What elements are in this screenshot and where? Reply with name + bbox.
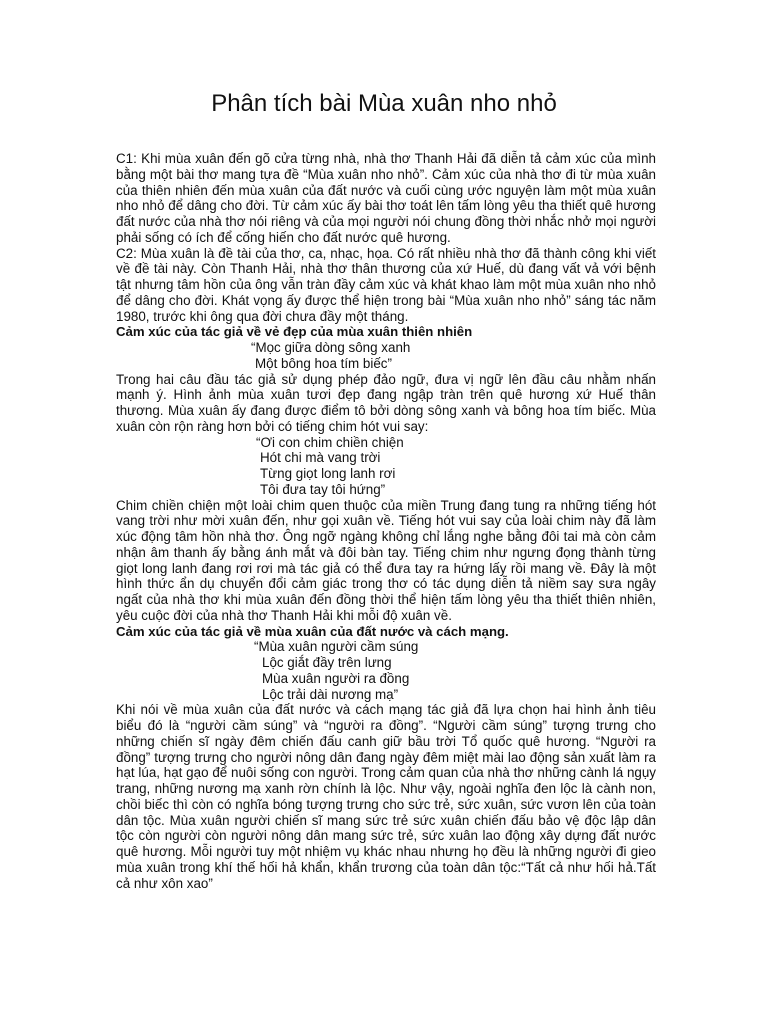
paragraph-c1: C1: Khi mùa xuân đến gõ cửa từng nhà, nhà thơ Thanh Hải đã diễn tả cảm xúc của mình bằng một bài thơ mang tựa đề “Mùa xuân nho nhỏ”. Cảm xúc của nhà thơ đi từ mùa xuân của thiên nhiên đến mùa xuân của đất nước và cuối cùng ước nguyện làm một mùa xuân nho nhỏ để dâng cho đời. Từ cảm xúc ấy bài thơ toát lên tấm lòng yêu tha thiết quê hương đất nước của nhà thơ nói riêng và của mọi người nói chung đồng thời nhắc nhở mọi người phải sống có ích để cống hiến cho đất nước quê hương. xyxy=(116,151,656,245)
poem-line: “Mùa xuân người cầm súng xyxy=(254,639,419,655)
poem-line: Tôi đưa tay tôi hứng” xyxy=(260,481,386,497)
poem-line: Một bông hoa tím biếc” xyxy=(255,355,392,371)
paragraph-analysis-3: Khi nói về mùa xuân của đất nước và cách mạng tác giả đã lựa chọn hai hình ảnh tiêu biểu đó là “người cầm súng” và “người ra đồng”. “Người cầm súng” tượng trưng cho những chiến sĩ ngày đêm chiến đấu canh giữ bầu trời Tổ quốc quê hương. “Người ra đồng” tượng trưng cho người nông dân đang ngày đêm miệt mài lao động sản xuất làm ra hạt lúa, hạt gạo để nuôi sống con người. Trong cảm quan của nhà thơ những cành lá ngụy trang, những nương mạ xanh rờn chính là lộc. Như vậy, ngoài nghĩa đen lộc là cành non, chồi biếc thì còn có nghĩa bóng tượng trưng cho sức trẻ, sức xuân, sức vươn lên của toàn dân tộc. Mùa xuân người chiến sĩ mang sức trẻ sức xuân chiến đấu bảo vệ độc lập dân tộc còn người còn người nông dân mang sức trẻ, sức xuân lao động xây dựng đất nước quê hương. Mỗi người tuy một nhiệm vụ khác nhau nhưng họ đều là những người đi gieo mùa xuân trong khí thế hối hả khẩn, khẩn trương của toàn dân tộc:“Tất cả như hối hả.Tất cả như xôn xao” xyxy=(116,702,656,891)
poem-line: “Ơi con chim chiền chiện xyxy=(256,434,404,450)
poem-line: Hót chi mà vang trời xyxy=(260,450,381,466)
poem-line: Mùa xuân người ra đồng xyxy=(262,670,410,686)
paragraph-analysis-2: Chim chiền chiện một loài chim quen thuộc của miền Trung đang tung ra những tiếng hót vang trời như mời xuân đến, như gọi xuân về. Tiếng hót vui say của loài chim này đã làm xúc động tâm hồn nhà thơ. Ông ngỡ ngàng không chỉ lắng nghe bằng đôi tai mà còn cảm nhận âm thanh ấy bằng ánh mắt và đôi bàn tay. Tiếng chim như ngưng đọng thành từng giọt long lanh đang rơi rơi mà tác giả có thể đưa tay ra hứng lấy rồi mang về. Đây là một hình thức ẩn dụ chuyển đổi cảm giác trong thơ có tác dụng diễn tả niềm say sưa ngây ngất của nhà thơ khi mùa xuân đến đồng thời thể hiện tấm lòng yêu tha thiết thiên nhiên, yêu cuộc đời của nhà thơ Thanh Hải khi mỗi độ xuân về. xyxy=(116,497,656,623)
paragraph-analysis-1: Trong hai câu đầu tác giả sử dụng phép đảo ngữ, đưa vị ngữ lên đầu câu nhằm nhấn mạnh ý. Hình ảnh mùa xuân tươi đẹp đang ngập tràn trên quê hương xứ Huế thân thương. Mùa xuân ấy đang được điểm tô bởi dòng sông xanh và bông hoa tím biếc. Mùa xuân còn rộn ràng hơn bởi có tiếng chim hót vui say: xyxy=(116,371,656,434)
section-heading-nature: Cảm xúc của tác giả về vẻ đẹp của mùa xuân thiên nhiên xyxy=(116,324,473,340)
poem-line: Lộc trải dài nương mạ” xyxy=(262,686,399,702)
poem-line: Lộc giắt đầy trên lưng xyxy=(262,655,392,670)
poem-excerpt-1 xyxy=(116,340,656,372)
paragraph-c2: C2: Mùa xuân là đề tài của thơ, ca, nhạc, họa. Có rất nhiều nhà thơ đã thành công khi viết về đề tài này. Còn Thanh Hải, nhà thơ thân thương của xứ Huế, dù đang vất vả với bệnh tật nhưng tâm hồn của ông vẫn tràn đầy cảm xúc và khát khao làm một mùa xuân nho nhỏ để dâng cho đời. Khát vọng ấy được thể hiện trong bài “Mùa xuân nho nhỏ” sáng tác năm 1980, trước khi ông qua đời chưa đầy một tháng. xyxy=(116,245,656,324)
poem-excerpt-2 xyxy=(116,435,656,498)
poem-line: “Mọc giữa dòng sông xanh xyxy=(251,340,411,355)
document-body xyxy=(116,151,656,891)
section-heading-country: Cảm xúc của tác giả về mùa xuân của đất nước và cách mạng. xyxy=(116,623,509,639)
poem-line: Từng giọt long lanh rơi xyxy=(260,466,396,481)
poem-excerpt-3 xyxy=(116,639,656,702)
document-title: Phân tích bài Mùa xuân nho nhỏ xyxy=(211,90,557,117)
